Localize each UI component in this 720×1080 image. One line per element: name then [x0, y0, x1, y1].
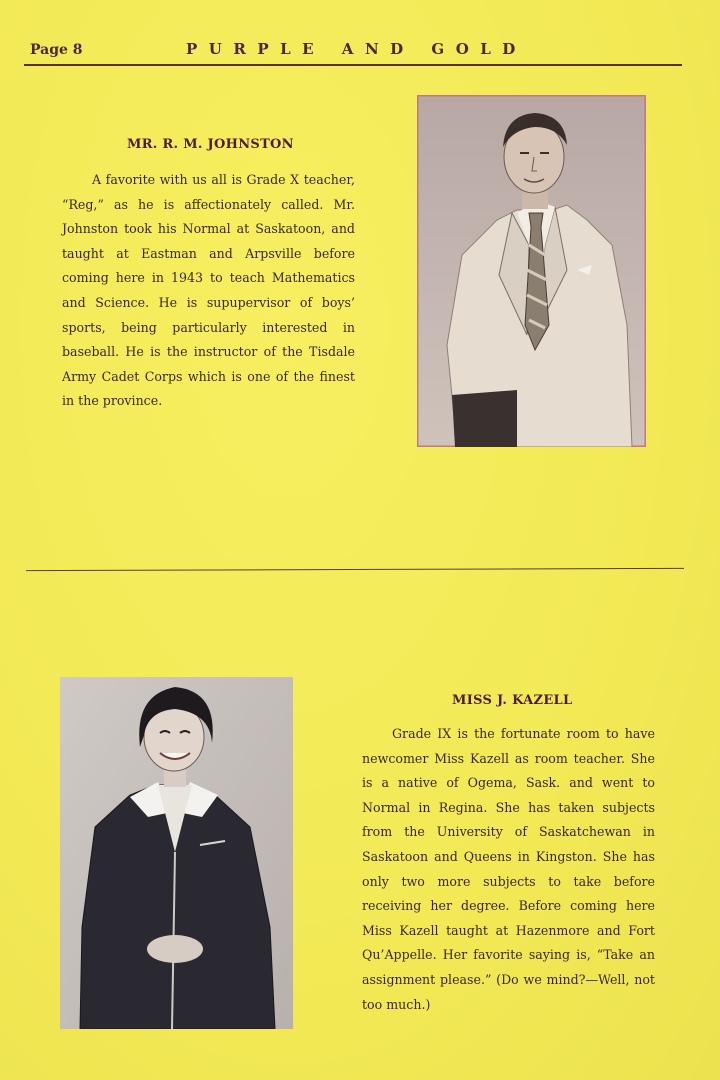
portrait-woman-image [60, 677, 293, 1029]
teacher-name-kazell: MISS J. KAZELL [452, 693, 573, 708]
bio-text-johnston: A favorite with us all is Grade X teacher, “Reg,” as he is affectionately called. Mr. Johnston took his Normal at Saskatoon, and taught at Eastman and Arpsville before coming here in 1943 to teach Mathematics and Science. He is supupervisor of boys’ sports, being particularly interested in baseball. He is the instructor of the Tisdale Army Cadet Corps which is one of the finest in the province. [62, 172, 355, 409]
teacher-name-johnston: MR. R. M. JOHNSTON [127, 137, 294, 152]
teacher-bio-kazell [362, 722, 655, 1017]
section-divider [26, 568, 684, 571]
photo-kazell [60, 677, 293, 1029]
bio-text-kazell: Grade IX is the fortunate room to have newcomer Miss Kazell as room teacher. She is a native of Ogema, Sask. and went to Normal in Regina. She has taken subjects from the University of Saskatchewan in Saskatoon and Queens in Kingston. She has only two more subjects to take before receiving her degree. Before coming here Miss Kazell taught at Hazenmore and Fort Qu’Appelle. Her favorite saying is, “Take an assignment please.” (Do we mind?—Well, not too much.) [362, 726, 655, 1012]
header-rule [24, 64, 682, 66]
photo-johnston [417, 95, 646, 447]
page-number: Page 8 [30, 42, 83, 58]
teacher-bio-johnston [62, 168, 355, 414]
publication-title: PURPLE AND GOLD [186, 40, 527, 58]
portrait-man-image [417, 95, 646, 447]
